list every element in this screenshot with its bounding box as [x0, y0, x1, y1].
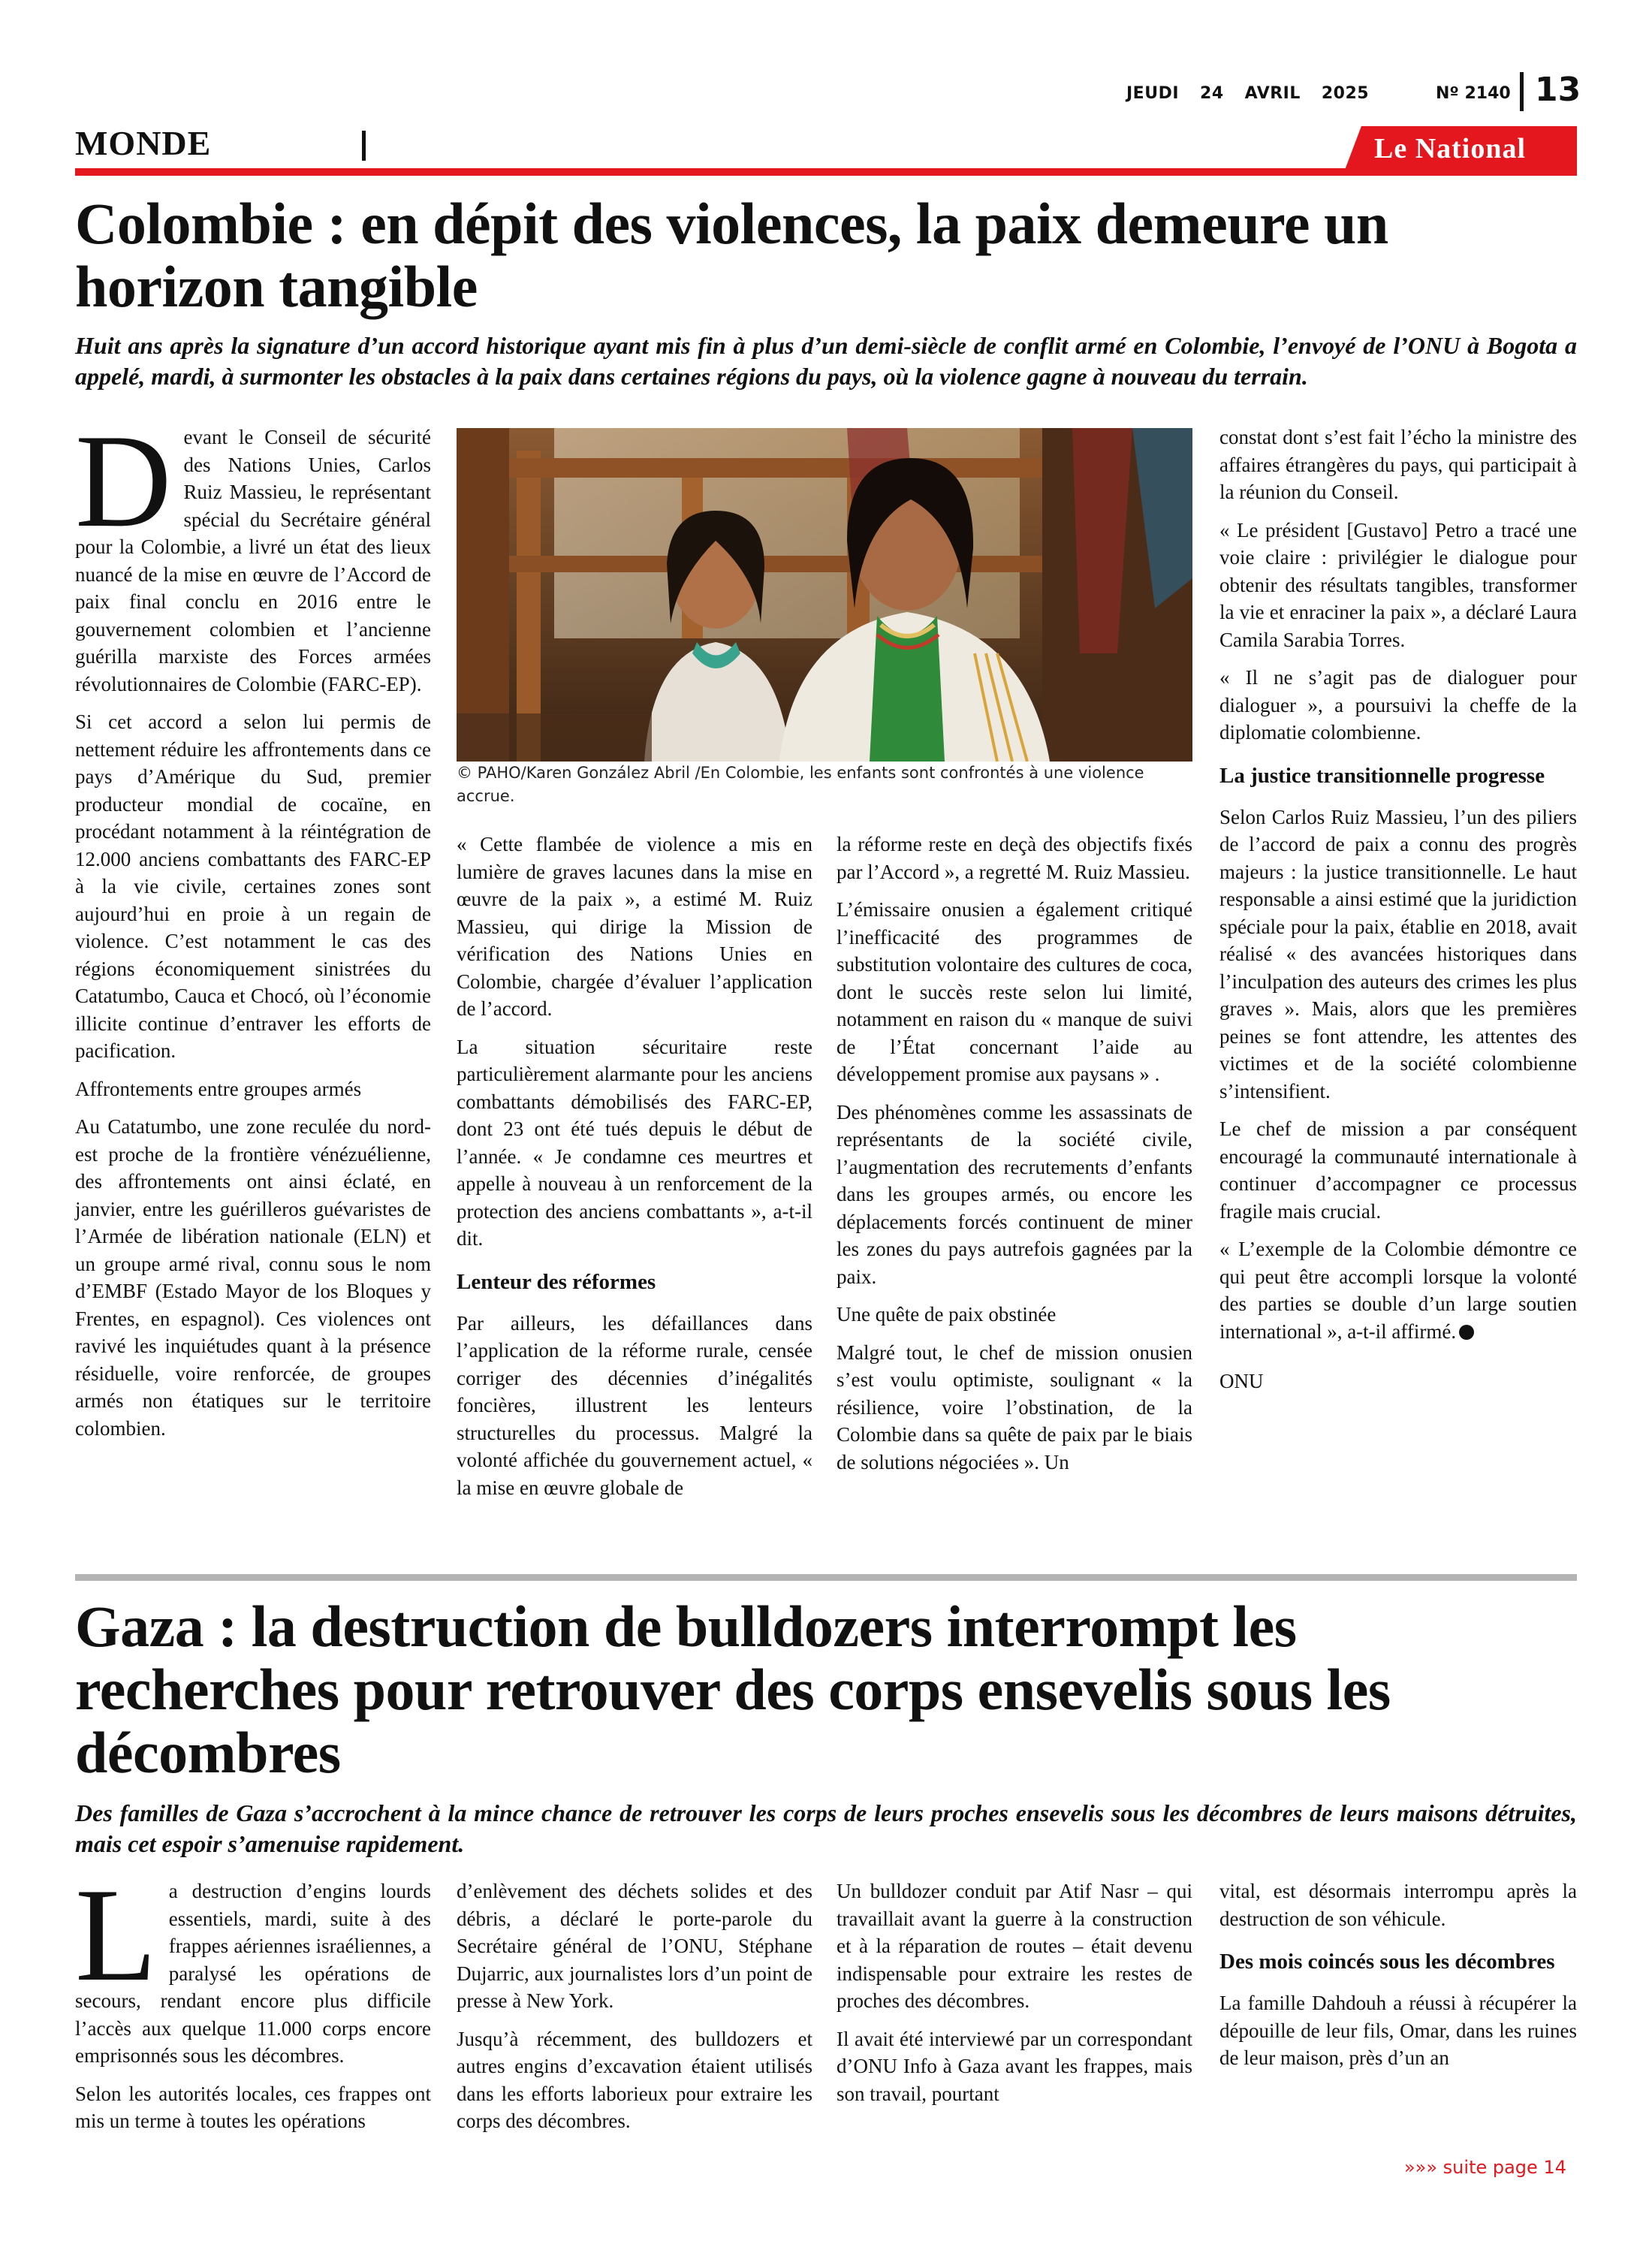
issue-number: Nº 2140: [1436, 84, 1511, 103]
brand-name: Le National: [1374, 133, 1527, 164]
children-photo-illustration: [457, 428, 1192, 762]
article1-closing-text: « L’exemple de la Colombie démontre ce qui peut être accompli lorsque la volonté des parties se double d’un large soutien international », a-t-il affirmé.: [1219, 1238, 1577, 1343]
article1-intertitle: Affrontements entre groupes armés: [75, 1077, 362, 1100]
photo-caption: © PAHO/Karen González Abril /En Colombie, les enfants sont confrontés à une violence accrue.: [457, 764, 1144, 805]
dateline: [1126, 84, 1390, 103]
article1-subheading: Lenteur des réformes: [457, 1269, 656, 1294]
article2-title-line3: décombres: [75, 1720, 341, 1785]
article2-column-3: [837, 1878, 1192, 2118]
article1-column-2: [457, 831, 812, 1512]
date-month: AVRIL: [1244, 84, 1301, 103]
article1-subheading: La justice transitionnelle progresse: [1219, 763, 1545, 788]
article1-paragraph: Le chef de mission a par conséquent encouragé la communauté internationale à continuer d’accompagner ce processus fragile mais crucial.: [1219, 1117, 1577, 1223]
article1-paragraph: Si cet accord a selon lui permis de nettement réduire les affrontements dans ce pays d’Amérique du Sud, premier producteur mondial de cocaïne, en procédant notamment à la réintégration de 12.000 anciens combattants des FARC-EP à la vie civile, certaines zones sont aujourd’hui en proie à un regain de violence. C’est notamment le cas des régions économiquement sinistrées du Catatumbo, Cauca et Chocó, où l’économie illicite continue d’entraver les efforts de pacification.: [75, 710, 431, 1062]
article1-column-4: [1219, 424, 1577, 1406]
article1-photo: [457, 428, 1192, 762]
article2-paragraph: Jusqu’à récemment, des bulldozers et autres engins d’excavation étaient utilisés dans les efforts laborieux pour extraire les corps des décombres.: [457, 2027, 812, 2132]
article2-title-line1: Gaza : la destruction de bulldozers interrompt les: [75, 1594, 1297, 1659]
date-day: JEUDI: [1126, 84, 1180, 103]
article2-paragraph: Un bulldozer conduit par Atif Nasr – qui travaillait avant la guerre à la construction et à la réparation de routes – était devenu indispensable pour extraire les restes de proches des décombres.: [837, 1880, 1192, 2012]
article1-paragraph: Par ailleurs, les défaillances dans l’application de la réforme rurale, censée corriger des décennies d’inégalités foncières, illustrent les lenteurs structurelles du processus. Malgré la volonté affichée du gouvernement actuel, « la mise en œuvre globale de: [457, 1311, 812, 1499]
article2-dropcap: L: [75, 1860, 157, 2009]
article1-paragraph: Au Catatumbo, une zone reculée du nord-est proche de la frontière vénézuélienne, des affrontements ont ainsi éclaté, en janvier, entre les guérilleros guévaristes de l’Armée de libération nationale (ELN) et un groupe armé rival, connu sous le nom d’EMBF (Estado Mayor de los Bloques y Frentes, en espagnol). Ces violences ont ravivé les inquiétudes quant à la présence résiduelle, voire renforcée, de groupes armés non étatiques sur le territoire colombien.: [75, 1115, 431, 1440]
article1-title: [75, 192, 1577, 318]
article2-title: [75, 1595, 1577, 1784]
article2-title-line2: recherches pour retrouver des corps ensevelis sous les: [75, 1657, 1391, 1722]
article2-column-4: [1219, 1878, 1577, 2083]
article2-paragraph: vital, est désormais interrompu après la destruction de son véhicule.: [1219, 1880, 1577, 1930]
header-divider: [1520, 72, 1524, 111]
article1-source: ONU: [1219, 1370, 1264, 1392]
article2-paragraph: Il avait été interviewé par un correspondant d’ONU Info à Gaza avant les frappes, mais son travail, pourtant: [837, 2027, 1192, 2105]
article1-paragraph: Malgré tout, le chef de mission onusien s’est voulu optimiste, soulignant « la résilience, voire l’obstination, de la Colombie dans sa quête de paix par le biais de solutions négociées ». Un: [837, 1341, 1192, 1473]
article1-paragraph: La situation sécuritaire reste particulièrement alarmante pour les anciens combattants démobilisés des FARC-EP, dont 23 ont été tués depuis le début de l’année. « Je condamne ces meurtres et appelle à nouveau à un renforcement de la protection des anciens combattants », a-t-il dit.: [457, 1035, 812, 1250]
article-separator: [75, 1574, 1577, 1581]
article2-paragraph: La famille Dahdouh a réussi à récupérer la dépouille de leur fils, Omar, dans les ruines de leur maison, près d’un an: [1219, 1992, 1577, 2069]
article2-paragraph: a destruction d’engins lourds essentiels, mardi, suite à des frappes aériennes israéliennes, a paralysé les opérations de secours, rendant encore plus difficile l’accès aux quelque 11.000 corps encore emprisonnés sous les décombres.: [75, 1880, 431, 2067]
article1-intertitle: Une quête de paix obstinée: [837, 1303, 1057, 1326]
article2-paragraph: d’enlèvement des déchets solides et des débris, a déclaré le porte-parole du Secrétaire général de l’ONU, Stéphane Dujarric, aux journalistes lors d’un point de presse à New York.: [457, 1880, 812, 2012]
article1-paragraph: Selon Carlos Ruiz Massieu, l’un des piliers de l’accord de paix a connu des progrès majeurs : la justice transitionnelle. Le haut responsable a ainsi estimé que la juridiction spéciale pour la paix, établie en 2018, avait réalisé « des avancées historiques dans l’inculpation des auteurs des crimes les plus graves ». Mais, alors que les premières peines se font attendre, les attentes des victimes et de la société colombienne s’intensifient.: [1219, 805, 1577, 1102]
article2-lede: Des familles de Gaza s’accrochent à la mince chance de retrouver les corps de leurs proches ensevelis sous les décombres de leurs maisons détruites, mais cet espoir s’amenuise rapidement.: [75, 1799, 1577, 1857]
article2-paragraph: Selon les autorités locales, ces frappes ont mis un terme à toutes les opérations: [75, 2082, 431, 2132]
section-title: MONDE: [75, 124, 212, 162]
article1-paragraph: « Le président [Gustavo] Petro a tracé une voie claire : privilégier le dialogue pour obtenir des résultats tangibles, transformer la vie et enraciner la paix », a déclaré Laura Camila Sarabia Torres.: [1219, 518, 1577, 651]
article1-paragraph: « Cette flambée de violence a mis en lumière de graves lacunes dans la mise en œuvre de la paix », a estimé M. Ruiz Massieu, qui dirige la Mission de vérification des Nations Unies en Colombie, chargée d’évaluer l’application de l’accord.: [457, 833, 812, 1020]
article1-column-3: [837, 831, 1192, 1486]
article2-column-2: [457, 1878, 812, 2146]
article1-column-1: [75, 406, 431, 1452]
article1-paragraph: constat dont s’est fait l’écho la ministre des affaires étrangères du pays, qui participait à la réunion du Conseil.: [1219, 426, 1577, 503]
article1-paragraph: [1219, 1235, 1577, 1345]
section-divider: [362, 131, 366, 161]
article1-paragraph: Des phénomènes comme les assassinats de représentants de la société civile, l’augmentation des recrutements d’enfants dans les groupes armés, ou encore les déplacements forcés continuent de miner les zones du pays autrefois gagnées par la paix.: [837, 1100, 1192, 1288]
article1-dropcap: D: [75, 406, 172, 555]
article1-lede: Huit ans après la signature d’un accord historique ayant mis fin à plus d’un demi-siècle de conflit armé en Colombie, l’envoyé de l’ONU à Bogota a appelé, mardi, à surmonter les obstacles à la paix dans certaines régions du pays, où la violence gagne à nouveau du terrain.: [75, 332, 1577, 390]
date-number: 24: [1200, 84, 1224, 103]
article1-paragraph: evant le Conseil de sécurité des Nations Unies, Carlos Ruiz Massieu, le représentant spécial du Secrétaire général pour la Colombie, a livré un état des lieux nuancé de la mise en œuvre de l’Accord de paix final conclu en 2016 entre le gouvernement colombien et l’ancienne guérilla marxiste des Forces armées révolutionnaires de Colombie (FARC-EP).: [75, 426, 431, 695]
date-year: 2025: [1321, 84, 1370, 103]
article1-title-line2: horizon tangible: [75, 254, 478, 319]
end-of-article-icon: [1459, 1325, 1474, 1340]
article1-paragraph: la réforme reste en deçà des objectifs fixés par l’Accord », a regretté M. Ruiz Massieu.: [837, 833, 1192, 883]
article2-subheading: Des mois coincés sous les décombres: [1219, 1950, 1555, 1974]
page-number: 13: [1535, 71, 1581, 109]
article1-paragraph: « Il ne s’agit pas de dialoguer pour dialoguer », a poursuivi la cheffe de la diplomatie colombienne.: [1219, 666, 1577, 743]
article1-title-line1: Colombie : en dépit des violences, la paix demeure un: [75, 191, 1388, 256]
continued-on-page-link[interactable]: »»» suite page 14: [1404, 2157, 1566, 2178]
article1-paragraph: L’émissaire onusien a également critiqué l’inefficacité des programmes de substitution volontaire des cultures de coca, dont le succès reste selon lui limité, notamment en raison du « manque de suivi de l’État concernant l’aide au développement promise aux paysans » .: [837, 898, 1192, 1085]
article2-column-1: [75, 1860, 431, 2146]
